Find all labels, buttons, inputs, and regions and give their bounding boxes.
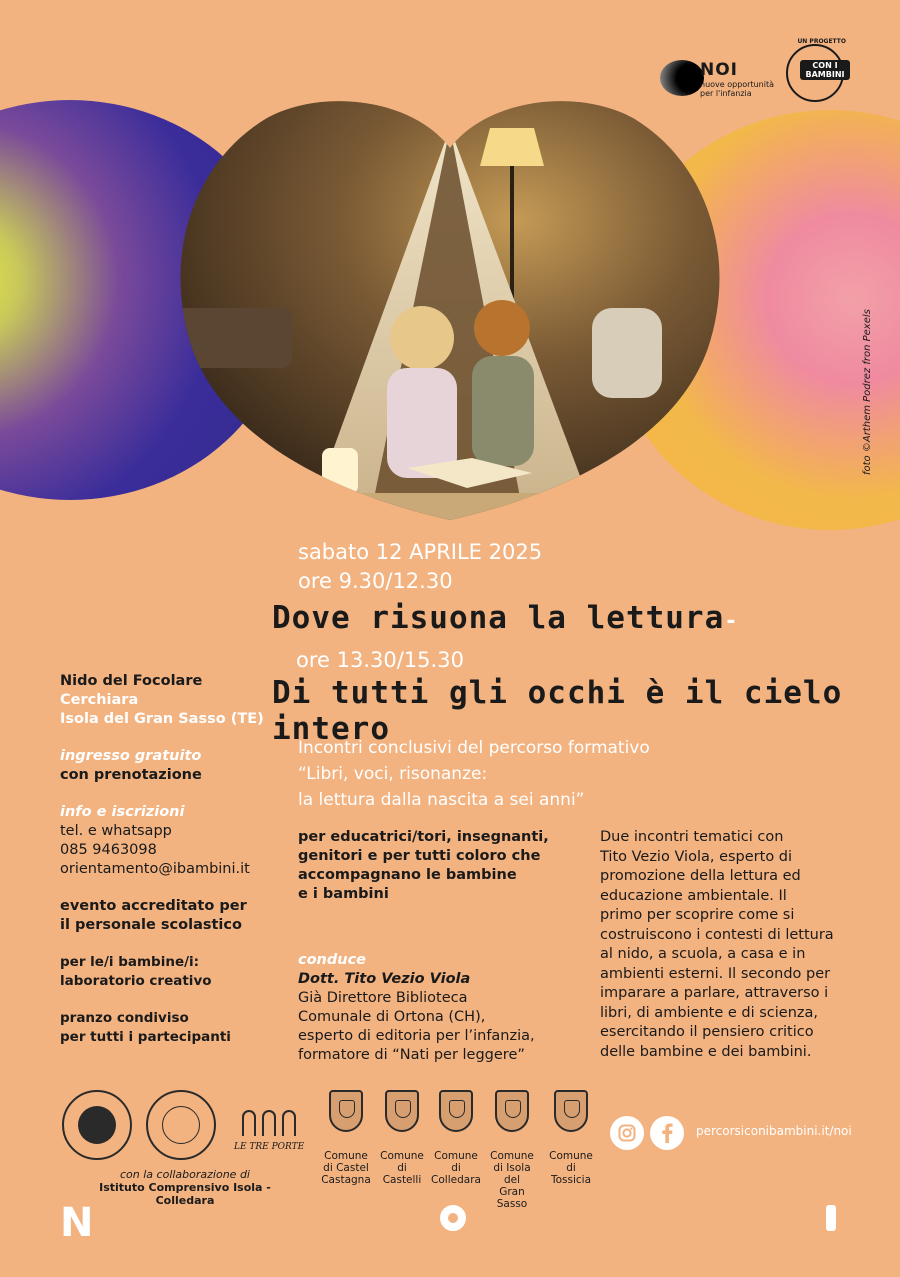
conduce-label: conduce bbox=[298, 952, 367, 968]
audience-line: genitori e per tutti coloro che bbox=[298, 848, 541, 864]
accredited-line: evento accreditato per bbox=[60, 898, 247, 914]
focolare-association-logo bbox=[146, 1090, 216, 1160]
accredited-block bbox=[60, 897, 290, 935]
coat-of-arms-icon bbox=[385, 1090, 419, 1132]
title-dash: - bbox=[724, 609, 739, 634]
teramo-children-logo bbox=[62, 1090, 132, 1160]
description-line: educazione ambientale. Il bbox=[600, 887, 787, 904]
lunch-line: pranzo condiviso bbox=[60, 1010, 189, 1026]
comune-castel-castagna bbox=[318, 1090, 374, 1186]
info-label: info e iscrizioni bbox=[60, 804, 185, 820]
accredited-line: il personale scolastico bbox=[60, 917, 242, 933]
venue-town: Isola del Gran Sasso (TE) bbox=[60, 711, 264, 727]
collab-label: con la collaborazione di bbox=[120, 1168, 250, 1181]
collab-name: Istituto Comprensivo Isola - Colledara bbox=[99, 1181, 271, 1207]
event-title-afternoon: Di tutti gli occhi è il cielo intero bbox=[272, 675, 843, 747]
audience-line: per educatrici/tori, insegnanti, bbox=[298, 829, 549, 845]
info-email: orientamento@ibambini.it bbox=[60, 861, 250, 877]
comune-label: Castelli bbox=[382, 1174, 422, 1186]
comune-tossicia bbox=[543, 1090, 599, 1186]
photo-credit-text: foto ©Arthem Podrez fron Pexels bbox=[862, 309, 873, 475]
conduce-desc-line: Comunale di Ortona (CH), bbox=[298, 1009, 486, 1025]
noi-logo-subtitle: nuove opportunità per l'infanzia bbox=[700, 80, 775, 98]
description-line: imparare a parlare, attraverso i bbox=[600, 985, 829, 1001]
comune-label: di Castel bbox=[323, 1162, 369, 1174]
lunch-block bbox=[60, 1009, 290, 1047]
website-link[interactable]: percorsiconibambini.it/noi bbox=[696, 1124, 852, 1138]
description-line: costruiscono i contesti di lettura bbox=[600, 926, 834, 943]
comune-label: di bbox=[451, 1162, 461, 1174]
coat-of-arms-icon bbox=[554, 1090, 588, 1132]
entry-label: ingresso gratuito bbox=[60, 748, 202, 764]
intro-line: la lettura dalla nascita a sei anni” bbox=[298, 790, 585, 810]
comune-label: Gran Sasso bbox=[496, 1186, 528, 1210]
con-i-bambini-logo bbox=[780, 38, 850, 106]
description-line: primo per scoprire come si bbox=[600, 907, 795, 923]
comune-label: Comune bbox=[549, 1150, 593, 1162]
instagram-glyph bbox=[618, 1124, 636, 1142]
description-line: esercitando il pensiero critico bbox=[600, 1024, 814, 1040]
venue-block bbox=[60, 672, 290, 729]
conduce-desc-line: formatore di “Nati per leggere” bbox=[298, 1047, 525, 1063]
info-block bbox=[60, 803, 290, 879]
noi-letter-o bbox=[440, 1205, 466, 1231]
arch-shape bbox=[282, 1110, 296, 1136]
description-line: delle bambine e dei bambini. bbox=[600, 1043, 812, 1060]
event-title-morning-text: Dove risuona la lettura bbox=[272, 600, 725, 636]
description-line: Tito Vezio Viola, esperto di bbox=[600, 848, 793, 865]
venue-place: Cerchiara bbox=[60, 692, 139, 708]
entry-block bbox=[60, 747, 290, 785]
info-phone: 085 9463098 bbox=[60, 842, 157, 858]
arch-shape bbox=[242, 1110, 256, 1136]
comune-isola-del-gran-sasso bbox=[484, 1090, 540, 1210]
logo-inner bbox=[78, 1106, 116, 1144]
coat-of-arms-icon bbox=[495, 1090, 529, 1132]
event-time-afternoon: ore 13.30/15.30 bbox=[296, 648, 464, 672]
le-tre-porte-label: LE TRE PORTE bbox=[234, 1142, 305, 1152]
event-time-morning: ore 9.30/12.30 bbox=[298, 569, 453, 593]
comune-label: di Isola del bbox=[493, 1162, 531, 1186]
comune-label: Tossicia bbox=[550, 1174, 592, 1186]
comune-castelli bbox=[374, 1090, 430, 1186]
comune-colledara bbox=[428, 1090, 484, 1186]
instagram-icon[interactable] bbox=[610, 1116, 644, 1150]
con-i-bambini-text: CON I BAMBINI bbox=[800, 60, 850, 80]
comune-label: Castagna bbox=[321, 1174, 371, 1186]
entry-value: con prenotazione bbox=[60, 767, 202, 783]
description-line: al nido, a scuola, a casa e in bbox=[600, 946, 806, 962]
intro-line: “Libri, voci, risonanze: bbox=[298, 764, 488, 784]
collaboration-note bbox=[70, 1168, 300, 1207]
facebook-icon[interactable] bbox=[650, 1116, 684, 1150]
comune-label: di bbox=[397, 1162, 407, 1174]
arch-shape bbox=[262, 1110, 276, 1136]
noi-letter-i bbox=[826, 1205, 836, 1231]
audience-column bbox=[298, 828, 588, 1065]
event-title-morning bbox=[272, 600, 739, 636]
description-line: ambienti esterni. Il secondo per bbox=[600, 965, 831, 982]
info-column bbox=[60, 672, 290, 1065]
conduce-desc-line: Già Direttore Biblioteca bbox=[298, 990, 468, 1006]
description-column bbox=[600, 828, 870, 1062]
comune-label: di bbox=[566, 1162, 576, 1174]
children-block bbox=[60, 953, 290, 991]
facebook-glyph bbox=[660, 1123, 674, 1143]
info-phone-label: tel. e whatsapp bbox=[60, 823, 172, 839]
description-line: libri, di ambiente e di scienza, bbox=[600, 1004, 819, 1021]
event-date: sabato 12 APRILE 2025 bbox=[298, 540, 543, 564]
children-line: laboratorio creativo bbox=[60, 973, 212, 989]
con-i-bambini-top-text: UN PROGETTO bbox=[797, 38, 846, 45]
intro-line: Incontri conclusivi del percorso formativo bbox=[298, 738, 650, 758]
le-tre-porte-logo bbox=[230, 1090, 308, 1152]
comune-label: Colledara bbox=[431, 1174, 481, 1186]
audience-line: accompagnano le bambine bbox=[298, 867, 517, 883]
audience-line: e i bambini bbox=[298, 886, 389, 902]
conduce-desc-line: esperto di editoria per l’infanzia, bbox=[298, 1028, 535, 1044]
coat-of-arms-icon bbox=[439, 1090, 473, 1132]
children-line: per le/i bambine/i: bbox=[60, 954, 200, 970]
venue-name: Nido del Focolare bbox=[60, 673, 203, 689]
coat-of-arms-icon bbox=[329, 1090, 363, 1132]
noi-logo-word: NOI bbox=[700, 60, 739, 80]
audience-block bbox=[298, 828, 588, 904]
comune-label: Comune bbox=[380, 1150, 424, 1162]
description-line: promozione della lettura ed bbox=[600, 868, 801, 884]
lunch-line: per tutti i partecipanti bbox=[60, 1029, 231, 1045]
comune-label: Comune bbox=[434, 1150, 478, 1162]
logo-inner bbox=[162, 1106, 200, 1144]
noi-letter-n: N bbox=[60, 1200, 94, 1246]
conduce-name: Dott. Tito Vezio Viola bbox=[298, 971, 471, 987]
photo-credit bbox=[862, 305, 878, 475]
event-intro bbox=[298, 735, 768, 813]
comune-label: Comune bbox=[490, 1150, 534, 1162]
description-line: Due incontri tematici con bbox=[600, 829, 784, 845]
comune-label: Comune bbox=[324, 1150, 368, 1162]
heart-photo bbox=[172, 88, 728, 528]
